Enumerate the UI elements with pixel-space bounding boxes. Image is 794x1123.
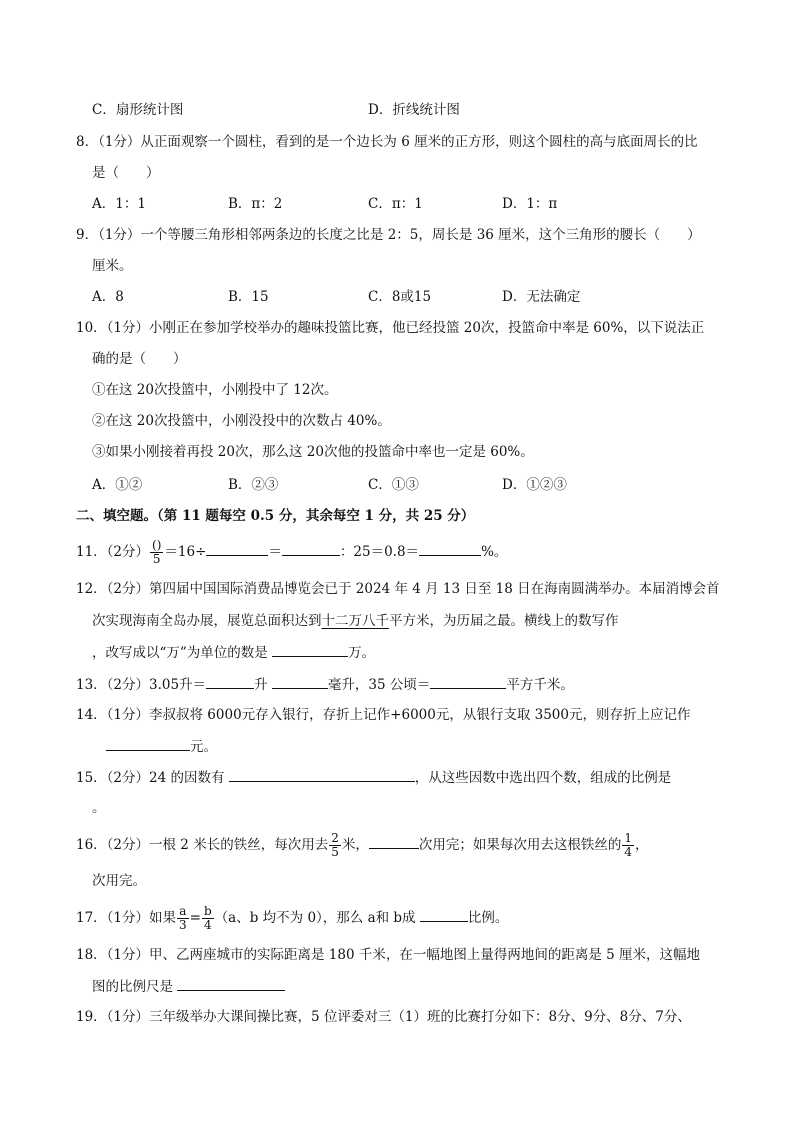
q8-option-d: D．1：π (502, 196, 558, 212)
q15-text-1: 15．（2分）24 的因数有 (76, 770, 229, 786)
q9-option-d: D．无法确定 (502, 289, 581, 305)
q12-underlined-number: 十二万八千 (321, 613, 389, 629)
q9-option-b: B．15 (228, 289, 269, 305)
q17-text-3: 比例。 (467, 910, 509, 926)
q10-stem-cont: 确的是（ ） (92, 351, 187, 367)
q11-blank-1[interactable] (206, 541, 268, 556)
q12-text-b: 平方米，为历届之最。横线上的数写作 (389, 613, 619, 629)
q11-frac-num: () (152, 538, 162, 552)
q16-stem (76, 830, 648, 860)
q9-stem-cont: 厘米。 (92, 258, 133, 274)
q16-text-4: ， (634, 837, 649, 853)
q18-blank[interactable] (177, 976, 285, 991)
q18-text: 图的比例尺是 (92, 979, 178, 995)
q11-fraction (150, 539, 163, 566)
q19-stem: 19．（1分）三年级举办大课间操比赛，5 位评委对三（1）班的比赛打分如下：8分、9分、8分、7分、 (76, 1009, 691, 1025)
q13-text-4: 平方千米。 (506, 677, 574, 693)
q18-stem-cont (92, 976, 285, 997)
q17-stem (76, 903, 508, 933)
q10-statement-3: ③如果小刚接着再投 20次，那么这 20次他的投篮命中率也一定是 60%。 (92, 444, 534, 460)
q15-text-2: ，从这些因数中选出四个数，组成的比例是 (414, 770, 672, 786)
q12-stem-cont (92, 611, 619, 631)
q14-stem: 14．（1分）李叔叔将 6000元存入银行，存折上记作+6000元，从银行支取 3500元，则存折上应记作 (76, 707, 691, 723)
q10-option-d: D．①②③ (502, 477, 567, 493)
q12-stem: 12．（2分）第四届中国国际消费品博览会已于 2024 年 4 月 13 日至 18 日在海南圆满举办。本届消博会首 (76, 581, 720, 597)
q13-blank-2[interactable] (272, 674, 328, 689)
q16-text-2: 米， (341, 837, 369, 853)
q11-blank-2[interactable] (282, 541, 340, 556)
q17-text-2: （a、b 均不为 0），那么 a和 b成 (214, 910, 420, 926)
q10-statement-1: ①在这 20次投篮中，小刚投中了 12次。 (92, 382, 338, 398)
q17-fraction-2 (202, 905, 214, 932)
q8-option-c: C．π：1 (368, 196, 423, 212)
q11-text-3: ：25＝0.8＝ (339, 544, 420, 560)
q11-frac-den: 5 (152, 552, 161, 566)
q16-frac2-den: 4 (624, 845, 632, 859)
q16-fraction-1 (329, 832, 341, 859)
q16-stem-cont: 次用完。 (92, 873, 146, 889)
q10-option-b: B．②③ (228, 477, 279, 493)
q12-stem-cont-2 (92, 642, 375, 663)
q13-blank-3[interactable] (430, 674, 506, 689)
q17-frac1-den: 3 (179, 918, 187, 932)
q9-option-a: A．8 (92, 289, 124, 305)
q10-statement-2: ②在这 20次投篮中，小刚没投中的次数占 40%。 (92, 413, 391, 429)
q14-blank[interactable] (106, 736, 190, 751)
q13-text-3: 毫升，35 公顷＝ (327, 677, 431, 693)
q12-text-a: 次实现海南全岛办展，展览总面积达到 (92, 613, 322, 629)
q11-text-4: %。 (481, 544, 508, 560)
q15-stem (76, 767, 671, 788)
q15-blank[interactable] (229, 767, 415, 782)
q14-stem-cont (106, 736, 217, 757)
q12-blank[interactable] (272, 642, 348, 657)
q15-stem-cont: 。 (92, 800, 106, 816)
q16-text-1: 16．（2分）一根 2 米长的铁丝，每次用去 (76, 837, 329, 853)
q9-stem: 9．（1分）一个等腰三角形相邻两条边的长度之比是 2：5，周长是 36 厘米，这个三角形的腰长（ ） (76, 227, 701, 243)
q10-option-c: C．①③ (368, 477, 419, 493)
q16-frac1-den: 5 (331, 845, 339, 859)
q16-text-3: 次用完；如果每次用去这根铁丝的 (418, 837, 622, 853)
q17-fraction-1 (177, 905, 189, 932)
q13-blank-1[interactable] (206, 674, 254, 689)
q8-option-a: A．1：1 (92, 196, 146, 212)
q8-stem: 8．（1分）从正面观察一个圆柱，看到的是一个边长为 6 厘米的正方形，则这个圆柱的高与底面周长的比 (76, 134, 698, 150)
q17-equals: = (189, 910, 201, 926)
q11 (76, 537, 507, 567)
q13-text-2: 升 (254, 677, 272, 693)
q18-stem: 18．（1分）甲、乙两座城市的实际距离是 180 千米，在一幅地图上量得两地间的距离是 5 厘米，这幅地 (76, 947, 701, 963)
q11-blank-3[interactable] (419, 541, 481, 556)
q16-frac2-num: 1 (624, 831, 632, 845)
q8-stem-cont: 是（ ） (92, 165, 160, 181)
q17-text-1: 17．（1分）如果 (76, 910, 177, 926)
q9-option-c: C．8或15 (368, 289, 432, 305)
q16-frac1-num: 2 (331, 831, 339, 845)
q13-text-1: 13．（2分）3.05升＝ (76, 677, 207, 693)
q17-frac1-num: a (177, 905, 189, 919)
q10-option-a: A．①② (92, 477, 143, 493)
section-heading: 二、填空题。（第 11 题每空 0.5 分，其余每空 1 分，共 25 分） (76, 508, 475, 524)
q7-option-c: C．扇形统计图 (92, 102, 184, 118)
q7-option-d: D．折线统计图 (368, 102, 460, 118)
q11-text-1: ＝16÷ (164, 544, 207, 560)
q11-text-2: ＝ (268, 544, 282, 560)
q16-fraction-2 (622, 832, 634, 859)
q14-text: 元。 (190, 739, 217, 755)
q16-blank-1[interactable] (369, 834, 419, 849)
q12-text-c: ，改写成以“万”为单位的数是 (92, 645, 273, 661)
q13 (76, 674, 574, 695)
q17-frac2-num: b (203, 904, 212, 918)
q8-option-b: B．π：2 (228, 196, 283, 212)
q11-prefix: 11．（2分） (76, 544, 150, 560)
q10-stem: 10．（1分）小刚正在参加学校举办的趣味投篮比赛，他已经投篮 20次，投篮命中率是 60%，以下说法正 (76, 320, 705, 336)
q12-text-d: 万。 (348, 645, 376, 661)
q17-frac2-den: 4 (204, 918, 212, 932)
q17-blank[interactable] (420, 907, 468, 922)
